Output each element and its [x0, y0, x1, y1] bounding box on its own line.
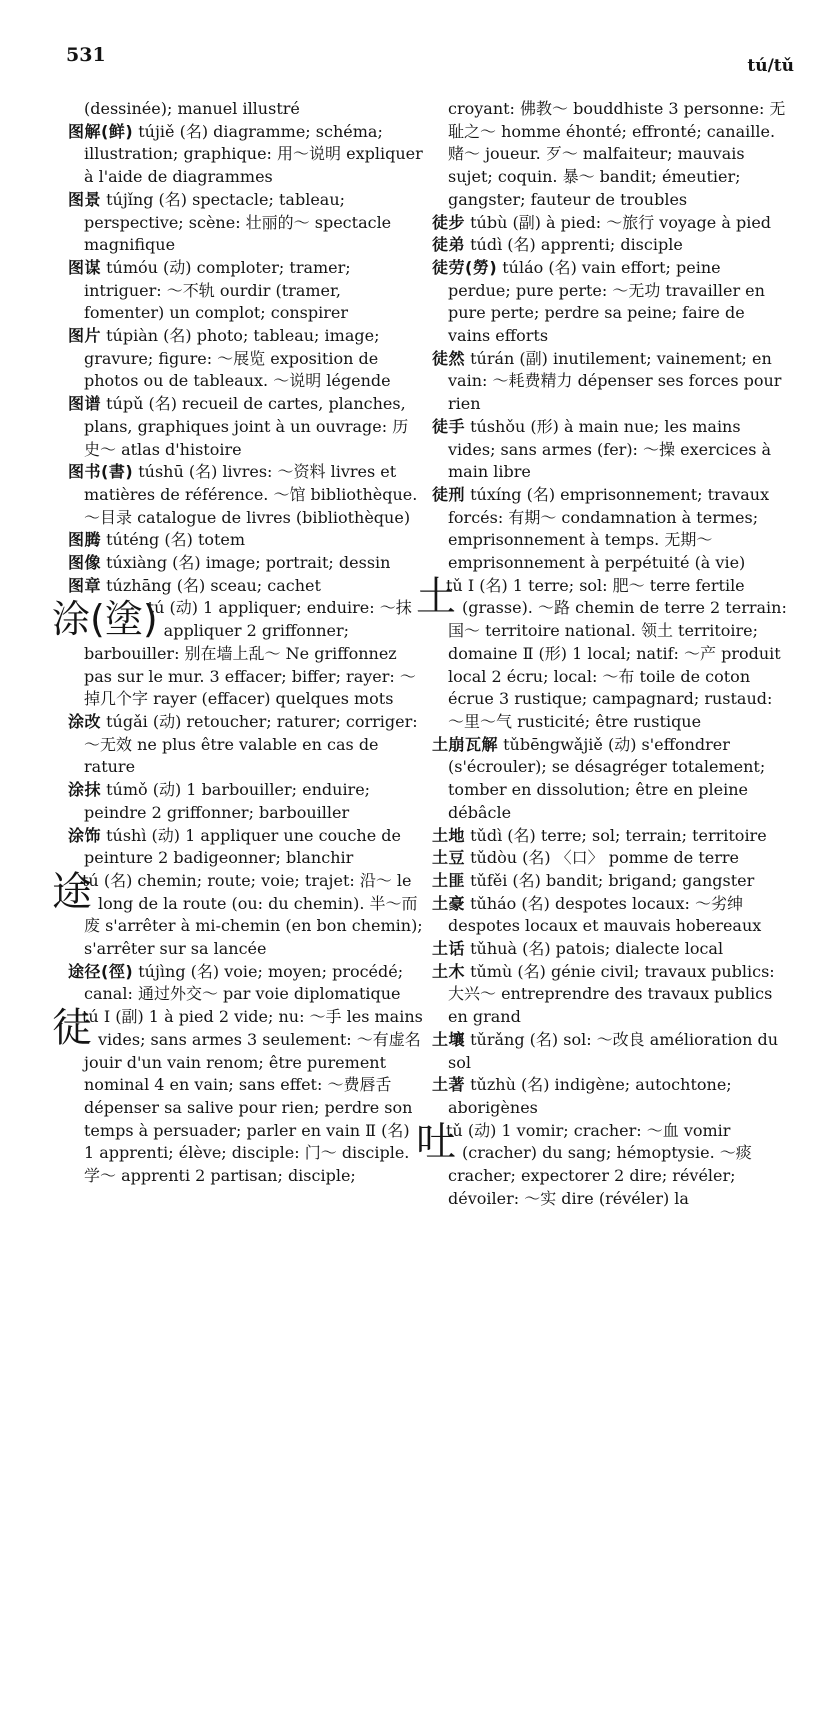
definition-text: túxíng (名) emprisonnement; travaux forcés: 有期～ condamnation à termes; emprisonnement à temps. 无期～ emprisonnement à perpétuité (à vie) — [448, 484, 770, 573]
definition-text: túgǎi (动) retoucher; raturer; corriger: ～无效 ne plus être valable en cas de rature — [84, 711, 418, 777]
dictionary-entry — [68, 529, 423, 552]
headword: 图解(鲜) — [68, 121, 134, 141]
definition-text: tǔháo (名) despotes locaux: ～劣绅 despotes locaux et mauvais hobereaux — [448, 893, 762, 936]
definition-text: túláo (名) vain effort; peine perdue; pure perte: ～无功 travailler en pure perte; perdre sa peine; faire de vains efforts — [448, 257, 765, 346]
dictionary-entry — [68, 961, 423, 1006]
definition-text: túshì (动) 1 appliquer une couche de peinture 2 badigeonner; blanchir — [84, 825, 401, 868]
definition-text: tǔdòu (名) 〈口〉 pomme de terre — [465, 848, 739, 868]
running-head: tú/tǔ — [747, 56, 794, 76]
dictionary-entry — [68, 121, 423, 189]
definition-text: tǔ Ⅰ (名) 1 terre; sol: 肥～ terre fertile (grasse). ～路 chemin de terre 2 terrain: 国～ territoire national. 领土 territoire; domaine Ⅱ (形) 1 local; natif: ～产 produit local 2 écru; local: ～布 toile de coton écrue 3 rustique; campagnard; rustaud: ～里～气 rusticité; être rustique — [446, 575, 787, 731]
definition-text: túténg (名) totem — [101, 530, 246, 550]
headword: 涂抹 — [68, 780, 102, 800]
definition-text: túmóu (动) comploter; tramer; intriguer: ～不轨 ourdir (tramer, fomenter) un complot; conspirer — [84, 257, 351, 323]
definition-text: tǔ (动) 1 vomir; cracher: ～血 vomir (cracher) du sang; hémoptysie. ～痰 cracher; expectorer 2 dire; révéler; dévoiler: ～实 dire (révéler) la — [446, 1120, 752, 1208]
definition-text: túshū (名) livres: ～资料 livres et matières de référence. ～馆 bibliothèque. ～目录 catalogue de livres (bibliothèque) — [84, 462, 418, 527]
definition-text: túzhāng (名) sceau; cachet — [101, 575, 321, 595]
definition-text: croyant: 佛教～ bouddhiste 3 personne: 无耻之～ homme éhonté; effronté; canaille. 赌～ joueur. 歹～ malfaiteur; mauvais sujet; coquin. 暴～ bandit; émeutier; gangster; fauteur de troubles — [448, 99, 786, 209]
headword: 徒劳(勞) — [432, 257, 498, 277]
headword: 徒手 — [432, 416, 466, 436]
dictionary-entry — [432, 734, 787, 825]
headword: 土话 — [432, 939, 466, 959]
definition-text: tújiě (名) diagramme; schéma; illustration; graphique: 用～说明 expliquer à l'aide de diagrammes — [84, 121, 423, 187]
dictionary-entry — [432, 938, 787, 961]
headword: 图章 — [68, 575, 102, 595]
headword: 土著 — [432, 1075, 466, 1095]
definition-text: (dessinée); manuel illustré — [84, 99, 300, 118]
dictionary-entry — [416, 1118, 787, 1211]
dictionary-entry — [432, 348, 787, 416]
dictionary-entry — [432, 416, 787, 484]
definition-text: túdì (名) apprenti; disciple — [465, 235, 683, 255]
dictionary-entry — [68, 552, 423, 575]
headword: 土壤 — [432, 1029, 466, 1049]
dictionary-entry — [52, 1005, 423, 1188]
definition-text: túshǒu (形) à main nue; les mains vides; sans armes (fer): ～操 exercices à main libre — [448, 416, 772, 482]
dictionary-entry — [432, 212, 787, 235]
definition-text: túpǔ (名) recueil de cartes, planches, plans, graphiques joint à un ouvrage: 历史～ atlas d'histoire — [84, 394, 409, 459]
dictionary-entry — [68, 779, 423, 824]
dictionary-entry — [52, 868, 423, 961]
definition-text: tú (名) chemin; route; voie; trajet: 沿～ le long de la route (ou: du chemin). 半～而废 s'arrêter à mi-chemin (en bon chemin); s'arrêter sur sa lancée — [82, 870, 423, 959]
dictionary-entry — [68, 711, 423, 779]
definition-text: tǔzhù (名) indigène; autochtone; aborigènes — [448, 1075, 732, 1117]
headword: 图书(書) — [68, 462, 134, 482]
headword: 土豪 — [432, 893, 466, 913]
definition-text: túbù (副) à pied: ～旅行 voyage à pied — [465, 212, 772, 232]
headword: 途径(徑) — [68, 961, 134, 981]
headword: 土地 — [432, 825, 466, 845]
headword: 图片 — [68, 326, 102, 346]
definition-text: túrán (副) inutilement; vainement; en vain: ～耗费精力 dépenser ses forces pour rien — [448, 348, 782, 414]
definition-text: tǔmù (名) génie civil; travaux publics: 大兴～ entreprendre des travaux publics en grand — [448, 961, 775, 1027]
headword: 徒刑 — [432, 484, 466, 504]
page-number: 531 — [66, 44, 106, 66]
headword-character: 吐 — [416, 1118, 456, 1165]
definition-text: tǔrǎng (名) sol: ～改良 amélioration du sol — [448, 1029, 779, 1072]
headword-character: 途 — [52, 868, 92, 915]
dictionary-entry — [68, 825, 423, 870]
dictionary-entry — [432, 1074, 787, 1119]
definition-text: tú (动) 1 appliquer; enduire: ～抹 appliquer 2 griffonner; barbouiller: 别在墙上乱～ Ne griffonnez pas sur le mur. 3 effacer; biffer; rayer: ～掉几个字 rayer (effacer) quelques mots — [84, 598, 416, 709]
dictionary-entry — [416, 573, 787, 734]
definition-text: tújìng (名) voie; moyen; procédé; canal: 通过外交～ par voie diplomatique — [84, 961, 404, 1004]
dictionary-entry — [68, 257, 423, 325]
headword: 图腾 — [68, 530, 102, 550]
headword: 土木 — [432, 961, 466, 981]
headword: 土豆 — [432, 848, 466, 868]
definition-text: tújǐng (名) spectacle; tableau; perspective; scène: 壮丽的～ spectacle magnifique — [84, 189, 392, 255]
dictionary-entry — [432, 257, 787, 348]
headword: 徒弟 — [432, 235, 466, 255]
headword: 涂饰 — [68, 825, 102, 845]
definition-text: tǔfěi (名) bandit; brigand; gangster — [465, 870, 755, 890]
dictionary-entry — [68, 461, 423, 529]
headword: 图像 — [68, 553, 102, 573]
definition-text: tǔbēngwǎjiě (动) s'effondrer (s'écrouler); se désagréger totalement; tomber en dissolution; être en pleine débâcle — [448, 734, 766, 822]
dictionary-entry — [432, 893, 787, 938]
left-column — [52, 98, 423, 1188]
dictionary-entry — [68, 189, 423, 257]
definition-text: túpiàn (名) photo; tableau; image; gravure; figure: ～展览 exposition de photos ou de tableaux. ～说明 légende — [84, 326, 391, 391]
headword-character: 涂(塗) — [52, 597, 158, 642]
dictionary-entry — [432, 234, 787, 257]
definition-text: tǔdì (名) terre; sol; terrain; territoire — [465, 825, 767, 845]
dictionary-entry — [432, 847, 787, 870]
dictionary-entry — [432, 484, 787, 575]
dictionary-entry — [68, 325, 423, 393]
headword-character: 土 — [416, 573, 456, 620]
headword: 图谋 — [68, 257, 102, 277]
headword: 徒然 — [432, 348, 466, 368]
dictionary-entry — [432, 1029, 787, 1074]
headword: 徒步 — [432, 212, 466, 232]
dictionary-entry — [432, 961, 787, 1029]
definition-text: túmǒ (动) 1 barbouiller; enduire; peindre 2 griffonner; barbouiller — [84, 780, 371, 822]
definition-text: tú Ⅰ (副) 1 à pied 2 vide; nu: ～手 les mains vides; sans armes 3 seulement: ～有虚名 jouir d'un vain renom; être purement nominal 4 en vain; sans effet: ～费唇舌 dépenser sa salive pour rien; perdre son temps à persuader; parler en vain Ⅱ (名) 1 apprenti; élève; disciple: 门～ disciple. 学～ apprenti 2 partisan; disciple; — [82, 1007, 423, 1186]
headword: 土崩瓦解 — [432, 734, 499, 754]
headword: 土匪 — [432, 870, 466, 890]
dictionary-entry — [432, 870, 787, 893]
headword-character: 徒 — [52, 1005, 92, 1052]
dictionary-entry — [52, 597, 423, 711]
right-column — [416, 98, 787, 1210]
dictionary-entry — [68, 98, 423, 121]
dictionary-entry — [68, 575, 423, 598]
definition-text: tǔhuà (名) patois; dialecte local — [465, 939, 724, 959]
dictionary-entry — [432, 825, 787, 848]
definition-text: túxiàng (名) image; portrait; dessin — [101, 553, 391, 573]
dictionary-entry — [68, 393, 423, 461]
headword: 图景 — [68, 189, 102, 209]
headword: 图谱 — [68, 394, 102, 414]
dictionary-entry — [432, 98, 787, 212]
headword: 涂改 — [68, 711, 102, 731]
